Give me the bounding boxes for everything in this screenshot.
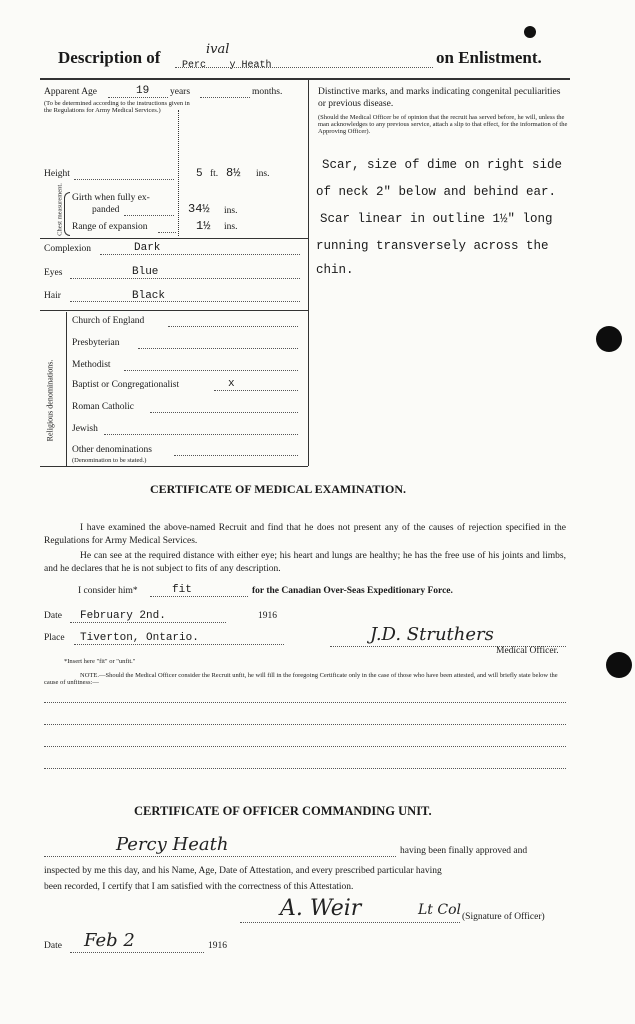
religion-other: Other denominations (72, 445, 152, 455)
religion-dotline-2 (124, 370, 298, 371)
medical-officer-label: Medical Officer. (496, 646, 559, 656)
hair-rule (40, 310, 308, 311)
girth-label-1: Girth when fully ex- (72, 193, 150, 203)
commanding-officer-rank: Lt Col (418, 902, 461, 918)
medical-place-value: Tiverton, Ontario. (80, 632, 199, 644)
eyes-label: Eyes (44, 268, 63, 278)
religion-dotline-3 (214, 390, 298, 391)
commanding-officer-signature: A. Weir (280, 896, 362, 921)
consider-label: I consider him* (78, 586, 138, 596)
range-label: Range of expansion (72, 222, 148, 232)
complexion-value: Dark (134, 242, 161, 254)
marks-note: (Should the Medical Officer be of opinion that the recruit has served before, he will, unless the man acknowledges to any previous service, attach a slip to that effect, for the information of the Approving Officer). (318, 114, 568, 135)
name-dotline (175, 67, 433, 68)
religion-dotline-4 (150, 412, 298, 413)
punch-hole-bottom (606, 652, 632, 678)
medical-heading: CERTIFICATE OF MEDICAL EXAMINATION. (150, 482, 407, 496)
medical-date-year: 1916 (258, 611, 277, 621)
religion-note: (Denomination to be stated.) (72, 457, 147, 464)
age-value: 19 (136, 85, 150, 97)
hair-dotline (70, 301, 300, 302)
marks-label: Distinctive marks, and marks indicating congenital peculiarities or previous disease. (318, 87, 561, 109)
eyes-dotline (70, 278, 300, 279)
unfit-line-1 (44, 702, 566, 703)
commanding-date-dotline (70, 952, 204, 953)
commanding-date-label: Date (44, 941, 62, 951)
measure-rule (40, 238, 308, 239)
chest-label: Chest measurement. (56, 183, 64, 236)
religion-jewish: Jewish (72, 424, 98, 434)
range-value: 1½ (196, 219, 211, 233)
title-left: Description of (58, 48, 161, 67)
commanding-sig-dotline (240, 922, 460, 923)
girth-value: 34½ (188, 202, 210, 216)
range-unit: ins. (224, 222, 238, 232)
marks-line-5: chin. (316, 263, 354, 277)
religion-dotline-6 (174, 455, 298, 456)
measure-divider (178, 110, 179, 236)
eyes-value: Blue (132, 266, 159, 278)
commanding-line-3: been recorded, I certify that I am satisfied with the correctness of this Attestation. (44, 882, 354, 892)
recruit-name (182, 42, 272, 71)
religion-presbyterian: Presbyterian (72, 338, 120, 348)
religion-church-of-england: Church of England (72, 316, 145, 326)
name-handwritten: ival (206, 42, 230, 57)
religion-dotline-0 (168, 326, 298, 327)
medical-para-2: He can see at the required distance with either eye; his heart and lungs are healthy; he has the free use of his joints and limbs, and he declares that he is not subject to fits of any description. (44, 551, 566, 574)
complexion-dotline (100, 254, 300, 255)
religion-divider (66, 312, 67, 466)
column-divider (308, 80, 309, 466)
girth-label-2: panded (92, 205, 120, 215)
medical-date-label: Date (44, 611, 62, 621)
medical-officer-signature: J.D. Struthers (370, 624, 494, 645)
age-months-label: months. (252, 87, 283, 97)
commanding-date-year: 1916 (208, 941, 227, 951)
height-ft-label: ft. (210, 169, 219, 179)
religion-methodist: Methodist (72, 360, 111, 370)
girth-dotline (124, 215, 174, 216)
name-typed: Perc (182, 60, 207, 71)
height-dotline (74, 179, 174, 180)
religion-dotline-5 (104, 434, 298, 435)
marks-line-4: running transversely across the (316, 239, 549, 253)
height-in-label: ins. (256, 169, 270, 179)
age-dotline (108, 97, 168, 98)
religion-baptist: Baptist or Congregationalist (72, 380, 180, 390)
name-typed-tail: y Heath (229, 60, 272, 71)
marks-line-2: of neck 2" below and behind ear. (316, 185, 557, 199)
religion-roman-catholic: Roman Catholic (72, 402, 135, 412)
signature-of-officer-label: (Signature of Officer) (462, 912, 545, 922)
consider-dotline (150, 596, 248, 597)
commanding-heading: CERTIFICATE OF OFFICER COMMANDING UNIT. (134, 804, 432, 818)
consider-tail: for the Canadian Over-Seas Expeditionary Force. (252, 586, 453, 596)
medical-para-1: I have examined the above-named Recruit and find that he does not present any of the causes of rejection specified in the Regulations for Army Medical Services. (44, 523, 566, 546)
header-rule (40, 78, 570, 80)
hair-value: Black (132, 290, 166, 302)
religion-mark: x (228, 378, 235, 390)
title-right: on Enlistment. (436, 48, 542, 67)
medical-date-dotline (70, 622, 226, 623)
months-dotline (200, 97, 250, 98)
commanding-line-2: inspected by me this day, and his Name, Age, Date of Attestation, and every prescribed particular having (44, 866, 442, 876)
unfit-line-4 (44, 768, 566, 769)
ink-dot (524, 26, 536, 38)
girth-unit: ins. (224, 206, 238, 216)
recruit-dotline (44, 856, 396, 857)
insert-note: *Insert here "fit" or "unfit." (64, 658, 136, 665)
height-inches: 8½ (226, 166, 241, 180)
commanding-date-hand: Feb 2 (84, 930, 135, 951)
marks-line-1: Scar, size of dime on right side (322, 158, 563, 172)
consider-value: fit (172, 584, 192, 596)
unfit-line-3 (44, 746, 566, 747)
range-dotline (158, 232, 176, 233)
hair-label: Hair (44, 291, 61, 301)
punch-hole-top (596, 326, 622, 352)
recruit-signature: Percy Heath (116, 834, 229, 855)
medical-place-label: Place (44, 633, 65, 643)
section-rule-bottom (40, 466, 308, 467)
height-feet: 5 (196, 168, 203, 180)
chest-bracket (64, 192, 70, 236)
medical-note: NOTE.—Should the Medical Officer consider the Recruit unfit, he will fill in the foregoing Certificate only in the case of those who have been attested, and will briefly state below the cause of unfitness:— (44, 672, 558, 686)
unfit-line-2 (44, 724, 566, 725)
marks-line-3: Scar linear in outline 1½" long (320, 212, 553, 226)
religion-label: Religious denominations. (45, 359, 55, 442)
religion-dotline-1 (138, 348, 298, 349)
commanding-line-1-tail: having been finally approved and (400, 846, 528, 856)
medical-date-value: February 2nd. (80, 610, 166, 622)
height-label: Height (44, 169, 70, 179)
age-note: (To be determined according to the instructions given in the Regulations for Army Medical Services.) (44, 100, 190, 114)
age-years-label: years (170, 87, 191, 97)
medical-place-dotline (74, 644, 284, 645)
age-label: Apparent Age (44, 87, 98, 97)
complexion-label: Complexion (44, 244, 91, 254)
